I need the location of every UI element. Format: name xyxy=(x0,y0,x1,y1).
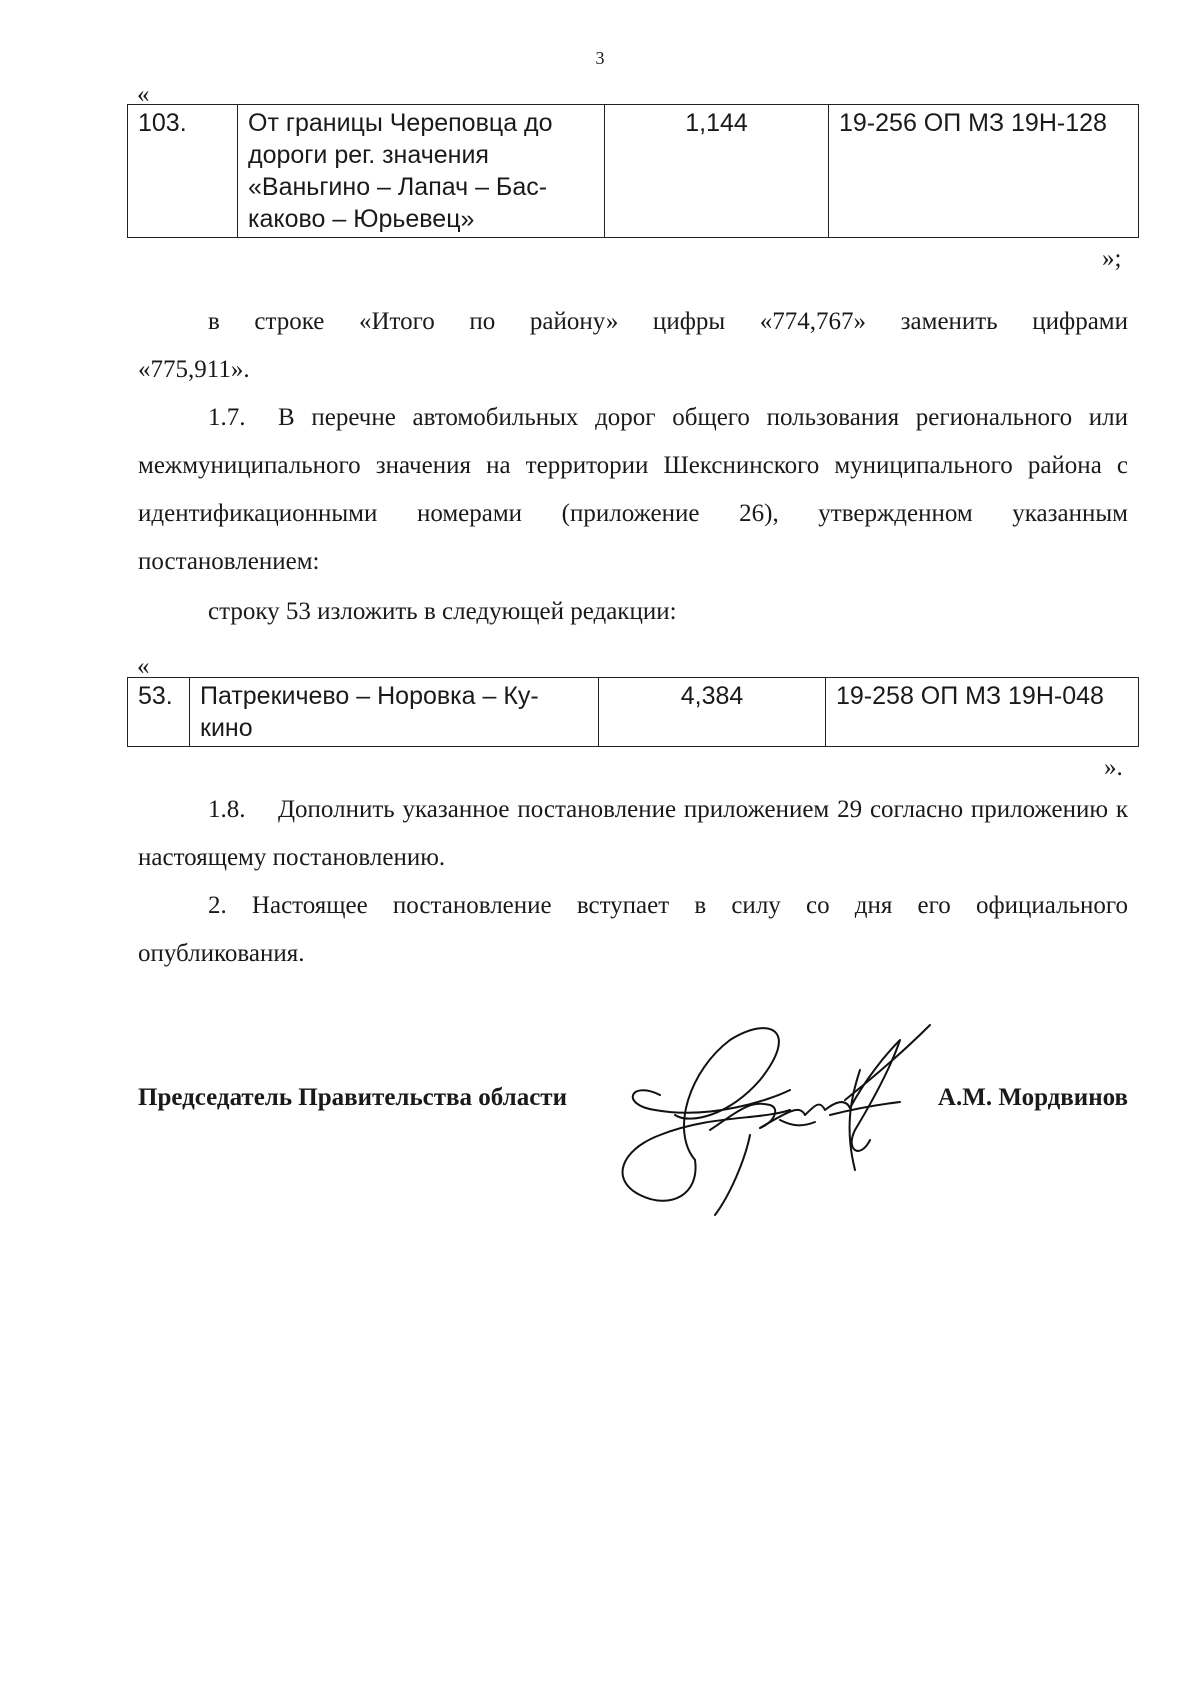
road-name-line: кино xyxy=(200,714,253,742)
paragraph-number: 1.8. xyxy=(208,796,246,823)
page-number: 3 xyxy=(595,48,605,68)
table1-close-quote: »; xyxy=(1102,245,1122,272)
signer-title: Председатель Правительства области xyxy=(138,1084,567,1111)
road-length: 4,384 xyxy=(599,678,826,747)
road-name-line: дороги рег. значения xyxy=(248,141,489,169)
table2-close-quote: ». xyxy=(1104,754,1123,781)
table2-open-quote: « xyxy=(137,653,150,680)
road-id: 19-258 ОП МЗ 19Н-048 xyxy=(826,678,1139,747)
table1-open-quote: « xyxy=(137,81,150,108)
road-name xyxy=(190,678,599,747)
paragraph-1-7 xyxy=(138,394,1128,586)
signer-name: А.М. Мордвинов xyxy=(937,1084,1128,1111)
road-name-line: От границы Череповца до xyxy=(248,109,553,137)
paragraph-1-8 xyxy=(138,786,1128,882)
paragraph-total-line2: «775,911». xyxy=(138,356,250,383)
road-table-2 xyxy=(127,677,1139,747)
road-name-line: Патрекичево – Норовка – Ку- xyxy=(200,682,539,710)
table-row xyxy=(128,678,1139,747)
paragraph-number: 1.7. xyxy=(208,404,246,431)
row-number: 103. xyxy=(128,105,238,238)
table-row xyxy=(128,105,1139,238)
paragraph-2: 2. Настоящее постановление вступает в силу со дня его официального опубликования. xyxy=(138,892,1128,967)
paragraph-text: Дополнить указанное постановление приложением 29 согласно приложению к настоящему постановлению. xyxy=(138,796,1128,871)
paragraph-row-53: строку 53 изложить в следующей редакции: xyxy=(208,598,677,625)
row-number: 53. xyxy=(128,678,190,747)
road-table-1 xyxy=(127,104,1139,238)
handwritten-signature-icon xyxy=(600,1010,960,1220)
road-length: 1,144 xyxy=(605,105,829,238)
paragraph-total-line1: в строке «Итого по району» цифры «774,767» заменить цифрами xyxy=(208,308,1128,335)
paragraph-text: В перечне автомобильных дорог общего пользования регионального или межмуниципального значения на территории Шекснинского муниципального района с идентификационными номерами (приложение 26), утвержденном указанным постановлением: xyxy=(138,404,1128,575)
road-id: 19-256 ОП МЗ 19Н-128 xyxy=(829,105,1139,238)
road-name-line: каково – Юрьевец» xyxy=(248,205,475,233)
paragraph-total xyxy=(138,298,1128,394)
road-name xyxy=(238,105,605,238)
road-name-line: «Ваньгино – Лапач – Бас- xyxy=(248,173,548,201)
